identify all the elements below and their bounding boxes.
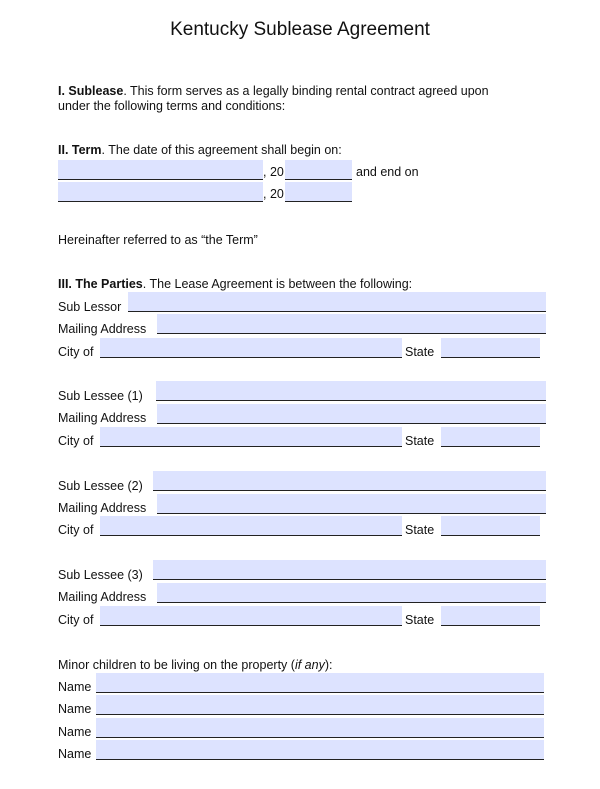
sublease-paragraph	[58, 84, 489, 99]
sub-lessee-2-mailing-address-field[interactable]	[157, 494, 546, 514]
sub-lessee-3-name-field[interactable]	[153, 560, 546, 580]
sub-lessee-2-mailing-address-label: Mailing Address	[58, 501, 147, 515]
sub-lessee-2-name-field[interactable]	[153, 471, 546, 491]
sub-lessee-1-mailing-address-label: Mailing Address	[58, 411, 147, 425]
sub-lessee-1-city-label: City of	[58, 434, 94, 448]
minor-children-heading-text: Minor children to be living on the property (	[58, 658, 295, 672]
sublease-heading: I. Sublease	[58, 84, 124, 98]
document-title: Kentucky Sublease Agreement	[170, 19, 430, 40]
minor-name-1-field[interactable]	[96, 673, 544, 693]
sub-lessee-1-mailing-address-field[interactable]	[157, 404, 546, 424]
sub-lessee-2-city-field[interactable]	[100, 516, 402, 536]
sub-lessee-3-city-label: City of	[58, 613, 94, 627]
hereinafter-text: Hereinafter referred to as “the Term”	[58, 233, 258, 247]
sub-lessee-1-state-field[interactable]	[441, 427, 540, 447]
parties-paragraph	[58, 277, 412, 292]
minor-name-3-field[interactable]	[96, 718, 544, 738]
sub-lessee-3-label: Sub Lessee (3)	[58, 568, 143, 582]
parties-text: . The Lease Agreement is between the following:	[142, 277, 413, 291]
sub-lessee-2-state-label: State	[405, 523, 435, 537]
sub-lessor-state-label: State	[405, 345, 435, 359]
minor-name-4-label: Name	[58, 747, 92, 761]
sub-lessee-3-mailing-address-label: Mailing Address	[58, 590, 147, 604]
sub-lessee-1-state-label: State	[405, 434, 435, 448]
minor-name-4-field[interactable]	[96, 740, 544, 760]
sub-lessee-3-city-field[interactable]	[100, 606, 402, 626]
minor-children-if-any: if any	[294, 658, 325, 672]
term-start-year-field[interactable]	[285, 160, 352, 180]
minor-children-heading	[58, 658, 332, 673]
minor-name-3-label: Name	[58, 725, 92, 739]
sub-lessee-2-state-field[interactable]	[441, 516, 540, 536]
term-start-date-field[interactable]	[58, 160, 263, 180]
minor-children-heading-end: ):	[324, 658, 333, 672]
sub-lessee-1-city-field[interactable]	[100, 427, 402, 447]
term-start-year-prefix: , 20	[263, 165, 284, 179]
sub-lessee-2-city-label: City of	[58, 523, 94, 537]
minor-name-1-label: Name	[58, 680, 92, 694]
parties-heading: III. The Parties	[58, 277, 143, 291]
sub-lessor-name-field[interactable]	[128, 292, 546, 312]
sub-lessee-3-mailing-address-field[interactable]	[157, 583, 546, 603]
sub-lessee-2-label: Sub Lessee (2)	[58, 479, 143, 493]
sub-lessee-1-label: Sub Lessee (1)	[58, 389, 143, 403]
sub-lessee-3-state-label: State	[405, 613, 435, 627]
sublease-text: . This form serves as a legally binding rental contract agreed upon	[123, 84, 489, 98]
minor-name-2-field[interactable]	[96, 695, 544, 715]
term-paragraph	[58, 143, 342, 158]
sub-lessor-mailing-address-label: Mailing Address	[58, 322, 147, 336]
sublease-text-line2: under the following terms and conditions:	[58, 99, 286, 113]
minor-name-2-label: Name	[58, 702, 92, 716]
sub-lessor-city-label: City of	[58, 345, 94, 359]
term-text: . The date of this agreement shall begin on:	[101, 143, 342, 157]
term-end-on-label: and end on	[356, 165, 419, 179]
sub-lessee-3-state-field[interactable]	[441, 606, 540, 626]
term-end-date-field[interactable]	[58, 182, 263, 202]
sub-lessor-label: Sub Lessor	[58, 300, 122, 314]
sub-lessor-city-field[interactable]	[100, 338, 402, 358]
sub-lessor-state-field[interactable]	[441, 338, 540, 358]
sub-lessee-1-name-field[interactable]	[156, 381, 546, 401]
term-heading: II. Term	[58, 143, 102, 157]
sub-lessor-mailing-address-field[interactable]	[157, 314, 546, 334]
term-end-year-field[interactable]	[285, 182, 352, 202]
term-end-year-prefix: , 20	[263, 187, 284, 201]
